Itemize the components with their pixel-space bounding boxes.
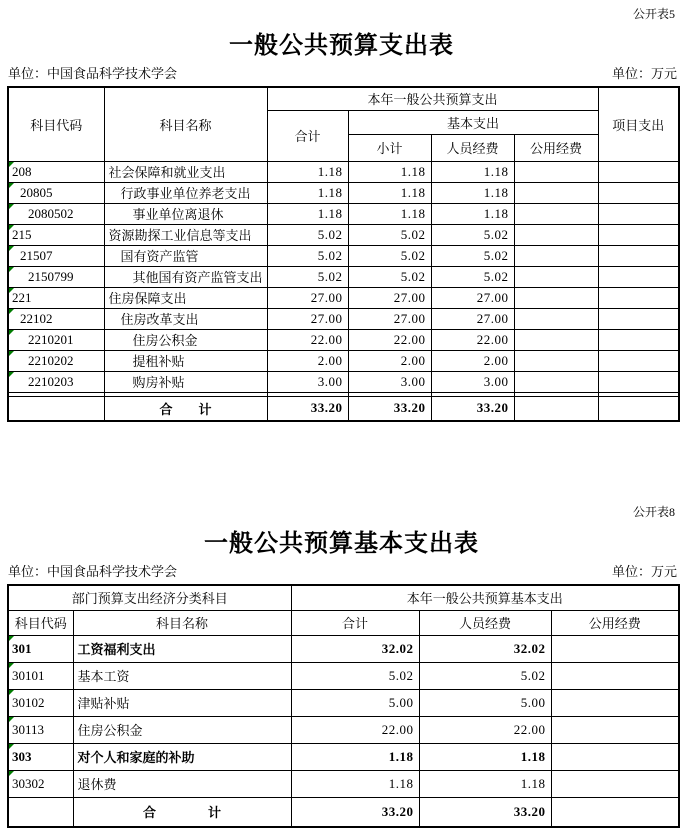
table-row <box>8 266 679 287</box>
value-cell <box>598 396 679 421</box>
general-budget-basic-expenditure-table <box>7 584 680 828</box>
value-cell: 1.18 <box>291 743 419 770</box>
value-cell: 1.18 <box>267 203 348 224</box>
table-row <box>8 203 679 224</box>
value-cell: 5.00 <box>419 689 551 716</box>
value-cell: 5.02 <box>431 266 514 287</box>
value-cell: 5.02 <box>267 266 348 287</box>
excel-flag-icon <box>9 771 14 776</box>
code-cell: 22102 <box>8 308 104 329</box>
value-cell <box>598 350 679 371</box>
name-cell: 对个人和家庭的补助 <box>73 743 291 770</box>
table-row <box>8 350 679 371</box>
code-cell: 303 <box>8 743 73 770</box>
col-header-total: 合计 <box>267 110 348 161</box>
table-row <box>8 161 679 182</box>
table-row <box>8 716 679 743</box>
name-cell: 提租补贴 <box>104 350 267 371</box>
value-cell <box>598 182 679 203</box>
table1-tag: 公开表5 <box>632 7 675 21</box>
table-row <box>8 182 679 203</box>
table1-meta <box>0 61 683 86</box>
general-budget-expenditure-table <box>7 86 680 422</box>
value-cell <box>514 329 598 350</box>
col-header-subject-name: 科目名称 <box>104 87 267 161</box>
value-cell <box>514 287 598 308</box>
total-label-cell: 合 计 <box>73 797 291 827</box>
value-cell: 33.20 <box>348 396 431 421</box>
col-header-project-expenditure: 项目支出 <box>598 87 679 161</box>
excel-flag-icon <box>9 267 14 272</box>
value-cell: 5.02 <box>419 662 551 689</box>
value-cell: 27.00 <box>267 287 348 308</box>
value-cell: 27.00 <box>348 287 431 308</box>
name-cell: 津贴补贴 <box>73 689 291 716</box>
table1-org-label: 单位：中国食品科学技术学会 <box>8 66 178 81</box>
col-header-total: 合计 <box>291 610 419 635</box>
col-group-current-year-expenditure: 本年一般公共预算支出 <box>267 87 598 110</box>
header-row-1 <box>8 87 679 110</box>
table1-currency-unit-label: 单位：万元 <box>611 66 677 81</box>
code-cell: 21507 <box>8 245 104 266</box>
table-row <box>8 371 679 392</box>
excel-flag-icon <box>9 690 14 695</box>
table-row <box>8 743 679 770</box>
value-cell: 1.18 <box>291 770 419 797</box>
table1-title: 一般公共预算支出表 <box>229 33 454 59</box>
value-cell: 33.20 <box>267 396 348 421</box>
excel-flag-icon <box>9 309 14 314</box>
col-header-public-funds: 公用经费 <box>514 134 598 161</box>
excel-flag-icon <box>9 663 14 668</box>
value-cell <box>514 182 598 203</box>
table-row <box>8 308 679 329</box>
excel-flag-icon <box>9 225 14 230</box>
col-header-public-funds: 公用经费 <box>551 610 679 635</box>
code-cell: 301 <box>8 635 73 662</box>
value-cell: 1.18 <box>419 743 551 770</box>
excel-flag-icon <box>9 351 14 356</box>
value-cell: 5.02 <box>348 224 431 245</box>
value-cell: 1.18 <box>348 182 431 203</box>
value-cell: 27.00 <box>431 308 514 329</box>
value-cell: 22.00 <box>431 329 514 350</box>
value-cell <box>551 635 679 662</box>
value-cell: 22.00 <box>291 716 419 743</box>
value-cell <box>514 396 598 421</box>
value-cell: 5.02 <box>431 224 514 245</box>
excel-flag-icon <box>9 246 14 251</box>
value-cell: 1.18 <box>431 182 514 203</box>
table2-meta <box>0 559 683 584</box>
value-cell: 3.00 <box>267 371 348 392</box>
header-row-1 <box>8 585 679 610</box>
value-cell: 3.00 <box>348 371 431 392</box>
name-cell: 住房保障支出 <box>104 287 267 308</box>
value-cell <box>598 224 679 245</box>
general-public-budget-basic-expenditure-section <box>0 422 683 828</box>
code-cell <box>8 396 104 421</box>
value-cell: 5.02 <box>348 245 431 266</box>
value-cell: 5.02 <box>267 224 348 245</box>
value-cell: 27.00 <box>431 287 514 308</box>
value-cell: 2.00 <box>348 350 431 371</box>
value-cell <box>598 329 679 350</box>
value-cell: 33.20 <box>431 396 514 421</box>
code-cell: 2210201 <box>8 329 104 350</box>
name-cell: 其他国有资产监管支出 <box>104 266 267 287</box>
excel-flag-icon <box>9 288 14 293</box>
value-cell: 1.18 <box>267 161 348 182</box>
name-cell: 基本工资 <box>73 662 291 689</box>
value-cell: 33.20 <box>419 797 551 827</box>
value-cell <box>598 245 679 266</box>
table-row <box>8 329 679 350</box>
value-cell <box>551 797 679 827</box>
code-cell: 2080502 <box>8 203 104 224</box>
table-row <box>8 224 679 245</box>
header-row-2 <box>8 610 679 635</box>
table-row <box>8 770 679 797</box>
col-group-current-year-basic-expenditure: 本年一般公共预算基本支出 <box>291 585 679 610</box>
value-cell: 2.00 <box>431 350 514 371</box>
value-cell <box>551 716 679 743</box>
value-cell: 1.18 <box>431 203 514 224</box>
excel-flag-icon <box>9 162 14 167</box>
excel-flag-icon <box>9 636 14 641</box>
value-cell: 22.00 <box>267 329 348 350</box>
value-cell: 5.02 <box>267 245 348 266</box>
code-cell: 208 <box>8 161 104 182</box>
code-cell: 215 <box>8 224 104 245</box>
value-cell: 33.20 <box>291 797 419 827</box>
value-cell: 1.18 <box>267 182 348 203</box>
total-row <box>8 797 679 827</box>
col-header-subject-code: 科目代码 <box>8 610 73 635</box>
name-cell: 资源勘探工业信息等支出 <box>104 224 267 245</box>
code-cell: 2150799 <box>8 266 104 287</box>
value-cell: 32.02 <box>291 635 419 662</box>
name-cell: 住房公积金 <box>104 329 267 350</box>
col-header-subtotal: 小计 <box>348 134 431 161</box>
excel-flag-icon <box>9 204 14 209</box>
name-cell: 国有资产监管 <box>104 245 267 266</box>
value-cell <box>514 224 598 245</box>
code-cell: 2210203 <box>8 371 104 392</box>
value-cell <box>514 350 598 371</box>
value-cell <box>551 743 679 770</box>
value-cell: 5.02 <box>348 266 431 287</box>
code-cell: 30113 <box>8 716 73 743</box>
code-cell: 20805 <box>8 182 104 203</box>
table2-tag: 公开表8 <box>632 505 675 519</box>
excel-flag-icon <box>9 183 14 188</box>
value-cell: 3.00 <box>431 371 514 392</box>
code-cell: 30102 <box>8 689 73 716</box>
value-cell <box>598 308 679 329</box>
name-cell: 行政事业单位养老支出 <box>104 182 267 203</box>
value-cell <box>514 371 598 392</box>
value-cell: 1.18 <box>419 770 551 797</box>
name-cell: 工资福利支出 <box>73 635 291 662</box>
name-cell: 退休费 <box>73 770 291 797</box>
value-cell <box>598 371 679 392</box>
value-cell <box>514 161 598 182</box>
value-cell: 5.00 <box>291 689 419 716</box>
value-cell: 1.18 <box>348 161 431 182</box>
excel-flag-icon <box>9 330 14 335</box>
code-cell: 30302 <box>8 770 73 797</box>
value-cell: 1.18 <box>431 161 514 182</box>
col-group-basic-expenditure: 基本支出 <box>348 110 598 134</box>
value-cell: 5.02 <box>291 662 419 689</box>
table-row <box>8 245 679 266</box>
table-row <box>8 689 679 716</box>
value-cell: 22.00 <box>419 716 551 743</box>
table-row <box>8 662 679 689</box>
table-row <box>8 635 679 662</box>
table2-org-label: 单位：中国食品科学技术学会 <box>8 564 178 579</box>
value-cell <box>514 203 598 224</box>
value-cell: 5.02 <box>431 245 514 266</box>
table2-currency-unit-label: 单位：万元 <box>611 564 677 579</box>
value-cell: 32.02 <box>419 635 551 662</box>
code-cell <box>8 797 73 827</box>
value-cell: 2.00 <box>267 350 348 371</box>
value-cell: 22.00 <box>348 329 431 350</box>
code-cell: 30101 <box>8 662 73 689</box>
table2-title: 一般公共预算基本支出表 <box>204 531 479 557</box>
col-header-personnel-funds: 人员经费 <box>419 610 551 635</box>
value-cell <box>551 689 679 716</box>
value-cell <box>598 266 679 287</box>
value-cell <box>598 203 679 224</box>
code-cell: 2210202 <box>8 350 104 371</box>
col-header-personnel-funds: 人员经费 <box>431 134 514 161</box>
table-row <box>8 287 679 308</box>
total-label-cell: 合 计 <box>104 396 267 421</box>
value-cell <box>598 287 679 308</box>
value-cell <box>551 770 679 797</box>
code-cell: 221 <box>8 287 104 308</box>
value-cell: 1.18 <box>348 203 431 224</box>
total-row <box>8 396 679 421</box>
excel-flag-icon <box>9 717 14 722</box>
name-cell: 社会保障和就业支出 <box>104 161 267 182</box>
value-cell: 27.00 <box>267 308 348 329</box>
name-cell: 住房公积金 <box>73 716 291 743</box>
col-header-subject-code: 科目代码 <box>8 87 104 161</box>
value-cell <box>514 245 598 266</box>
value-cell: 27.00 <box>348 308 431 329</box>
value-cell <box>598 161 679 182</box>
col-group-economic-classification: 部门预算支出经济分类科目 <box>8 585 291 610</box>
name-cell: 购房补贴 <box>104 371 267 392</box>
name-cell: 事业单位离退休 <box>104 203 267 224</box>
value-cell <box>514 308 598 329</box>
name-cell: 住房改革支出 <box>104 308 267 329</box>
col-header-subject-name: 科目名称 <box>73 610 291 635</box>
value-cell <box>551 662 679 689</box>
value-cell <box>514 266 598 287</box>
excel-flag-icon <box>9 372 14 377</box>
excel-flag-icon <box>9 744 14 749</box>
